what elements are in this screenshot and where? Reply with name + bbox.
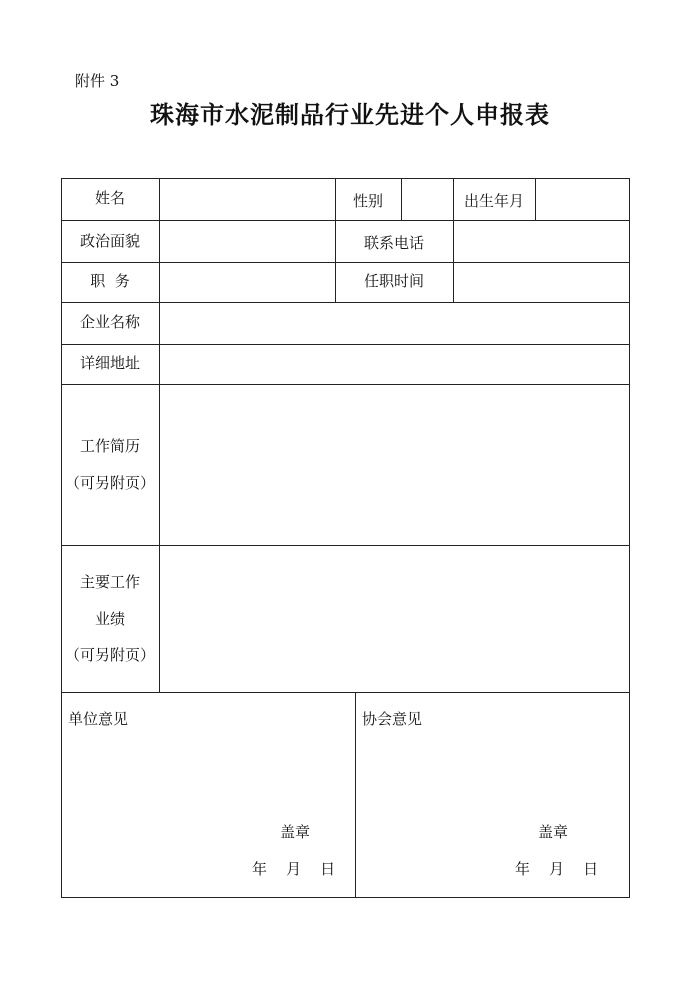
- achievements-label-2: 业绩: [94, 610, 125, 628]
- achievements-label: 主要工作: [79, 573, 140, 591]
- address-label: 详细地址: [79, 354, 140, 372]
- association-seal-label: 盖章: [538, 823, 569, 841]
- phone-field[interactable]: [454, 221, 629, 262]
- tenure-label: 任职时间: [363, 272, 424, 290]
- resume-label: 工作简历: [79, 437, 140, 455]
- page-title: 珠海市水泥制品行业先进个人申报表: [150, 100, 550, 129]
- name-field[interactable]: [160, 179, 335, 220]
- company-field[interactable]: [160, 303, 629, 344]
- gender-field[interactable]: [402, 179, 453, 220]
- resume-note: （可另附页）: [64, 474, 155, 492]
- resume-field[interactable]: [160, 385, 629, 545]
- unit-opinion-label: 单位意见: [68, 710, 129, 728]
- birth-label: 出生年月: [463, 192, 524, 210]
- association-opinion-label: 协会意见: [362, 710, 423, 728]
- tenure-field[interactable]: [454, 263, 629, 302]
- position-field[interactable]: [160, 263, 335, 302]
- political-field[interactable]: [160, 221, 335, 262]
- phone-label: 联系电话: [363, 234, 424, 252]
- name-label: 姓名: [94, 189, 125, 207]
- gender-label: 性别: [352, 192, 383, 210]
- unit-date-label: 年 月 日: [252, 860, 336, 878]
- attachment-label: 附件 3: [75, 72, 120, 90]
- unit-seal-label: 盖章: [280, 823, 311, 841]
- company-label: 企业名称: [79, 313, 140, 331]
- position-label: 职 务: [90, 272, 130, 290]
- birth-field[interactable]: [536, 179, 629, 220]
- political-label: 政治面貌: [79, 232, 140, 250]
- achievements-field[interactable]: [160, 546, 629, 692]
- achievements-note: （可另附页）: [64, 646, 155, 664]
- address-field[interactable]: [160, 345, 629, 384]
- association-date-label: 年 月 日: [515, 860, 599, 878]
